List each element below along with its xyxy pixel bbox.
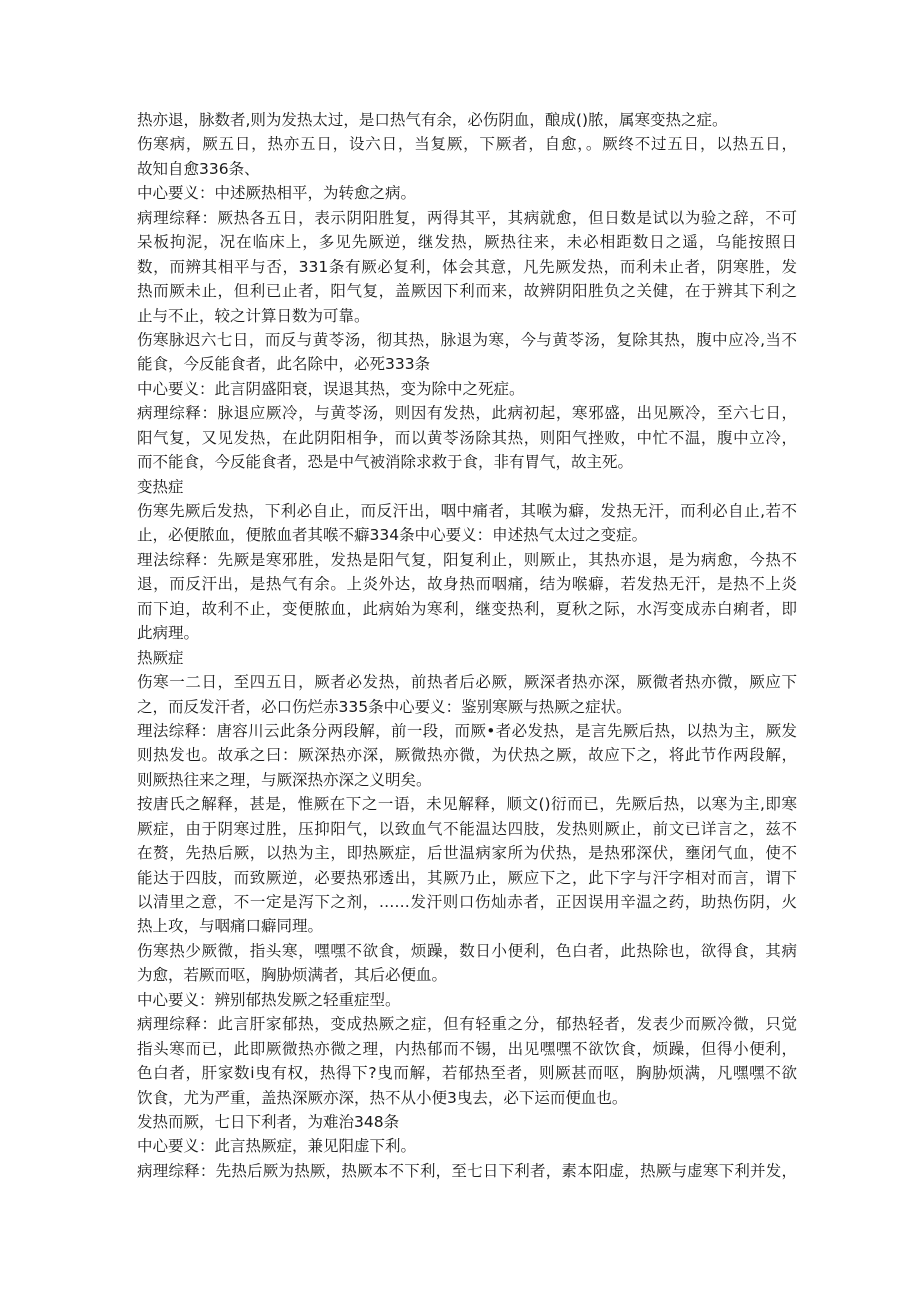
text-line: 伤寒脉迟六七日，而反与黄苓汤，彻其热，脉退为寒，今与黄苓汤，复除其热，腹中应冷,当不 [137,330,797,349]
text-line: 中心要义：中述厥热相平，为转愈之病。 [137,184,417,203]
text-line: 伤寒一二日，至四五日，厥者必发热，前热者后必厥，厥深者热亦深，厥微者热亦微，厥应下 [137,673,797,692]
text-line: 此病理。 [137,624,200,643]
text-line: 之，而反发汗者，必口伤烂赤335条中心要义：鉴别寒厥与热厥之症状。 [137,697,632,716]
text-line: 呆板拘泥，况在临床上，多见先厥逆，继发热，厥热往来，未必相距数日之遥，乌能按照日 [137,233,797,252]
text-line: 热亦退，脉数者,则为发热太过，是口热气有余，必伤阴血，酿成()脓，属寒变热之症。 [137,111,728,129]
text-line: 阳气复，又见发热，在此阴阳相争，而以黄苓汤除其热，则阳气挫败，中忙不温，腹中立冷， [137,428,797,447]
text-line: 色白者，肝家数i曳有权，热得下?曳而解，若郁热至者，则厥甚而呕，胸胁烦满，凡嘿嘿不欲 [137,1064,797,1083]
text-line: 病理综释：厥热各五日，表示阴阳胜复，两得其平，其病就愈，但日数是试以为验之辞，不可 [137,208,797,227]
text-line: 饮食，尤为严重，盖热深厥亦深，热不从小便3曳去，必下运而便血也。 [137,1088,628,1107]
text-line: 变热症 [137,477,184,496]
text-line: 则厥热往来之理，与厥深热亦深之义明矣。 [137,770,432,789]
text-line: 伤寒病，厥五日，热亦五日，设六日，当复厥，下厥者，自愈，。厥终不过五日，以热五日， [137,135,797,154]
text-line: 指头寒而已，此即厥微热亦微之理，内热郁而不锡，出见嘿嘿不欲饮食，烦躁，但得小便利， [137,1039,797,1058]
text-line: 中心要义：辨别郁热发厥之轻重症型。 [137,990,401,1009]
text-line: 能达于四肢，而致厥逆，必要热邪透出，其厥乃止，厥应下之，此下字与汗字相对而言，谓下 [137,868,797,887]
text-line: 中心要义：此言热厥症，兼见阳虚下利。 [137,1137,417,1156]
document-body [137,108,797,1183]
text-line: 能食，今反能食者，此名除中，必死333条 [137,355,431,374]
text-line: 为愈，若厥而呕，胸胁烦满者，其后必便血。 [137,966,448,985]
text-line: 厥症，由于阴寒过胜，压抑阳气，以致血气不能温达四肢，发热则厥止，前文已详言之，兹不 [137,819,797,838]
text-line: 故知自愈336条、 [137,159,260,178]
text-line: 以清里之意，不一定是泻下之剂，……发汗则口伤灿赤者，正因误用辛温之药，助热伤阴，火 [137,893,797,911]
text-line: 发热而厥，七日下利者，为难治348条 [137,1112,400,1131]
text-line: 而不能食，今反能食者，恐是中气被消除求救于食，非有胃气，故主死。 [137,453,634,472]
text-line: 病理综释：先热后厥为热厥，热厥本不下利，至七日下利者，素本阳虚，热厥与虚寒下利并发， [137,1161,797,1180]
text-line: 病理综释：此言肝家郁热，变成热厥之症，但有轻重之分，郁热轻者，发表少而厥冷微，只觉 [137,1015,797,1034]
text-line: 伤寒热少厥微，指头寒，嘿嘿不欲食，烦躁，数日小便利，色白者，此热除也，欲得食，其病 [137,941,797,960]
text-line: 止与不止，较之计算日数为可靠。 [137,306,370,325]
text-line: 则热发也。故承之曰：厥深热亦深，厥微热亦微，为伏热之厥，故应下之，将此节作两段解， [137,746,797,765]
text-line: 按唐氏之解释，甚是，惟厥在下之一语，未见解释，顺文()衍而已，先厥后热，以寒为主,即寒 [137,795,797,814]
text-line: 退，而反汗出，是热气有余。上炎外达，故身热而咽痛，结为喉癖，若发热无汗，是热不上炎 [137,575,797,594]
text-line: 在赘，先热后厥，以热为主，即热厥症，后世温病家所为伏热，是热邪深伏，壅闭气血，使不 [137,844,797,863]
text-line: 数，而辨其相平与否，331条有厥必复利，体会其意，凡先厥发热，而利未止者，阴寒胜，发 [137,257,797,276]
text-line: 而下迫，故利不止，变便脓血，此病始为寒利，继变热利，夏秋之际，水泻变成赤白痢者，即 [137,599,797,618]
text-line: 热而厥未止，但利已止者，阳气复，盖厥因下利而来，故辨阴阳胜负之关健，在于辨其下利之 [137,282,797,301]
text-line: 伤寒先厥后发热，下利必自止，而反汗出，咽中痛者，其喉为癖，发热无汗，而利必自止,若不 [137,502,797,520]
text-line: 理法综释：唐容川云此条分两段解，前一段，而厥•者必发热，是言先厥后热，以热为主，厥发 [137,721,797,740]
text-line: 理法综释：先厥是寒邪胜，发热是阳气复，阳复利止，则厥止，其热亦退，是为病愈，今热不 [137,550,797,569]
text-line: 热厥症 [137,648,184,667]
text-line: 热上攻，与咽痛口癖同理。 [137,917,324,936]
text-line: 病理综释：脉退应厥冷，与黄苓汤，则因有发热，此病初起，寒邪盛，出见厥冷，至六七日， [137,404,797,423]
text-line: 中心要义：此言阴盛阳衰，误退其热，变为除中之死症。 [137,379,525,398]
text-line: 止，必便脓血，便脓血者其喉不癖334条中心要义：申述热气太过之变症。 [137,526,648,545]
